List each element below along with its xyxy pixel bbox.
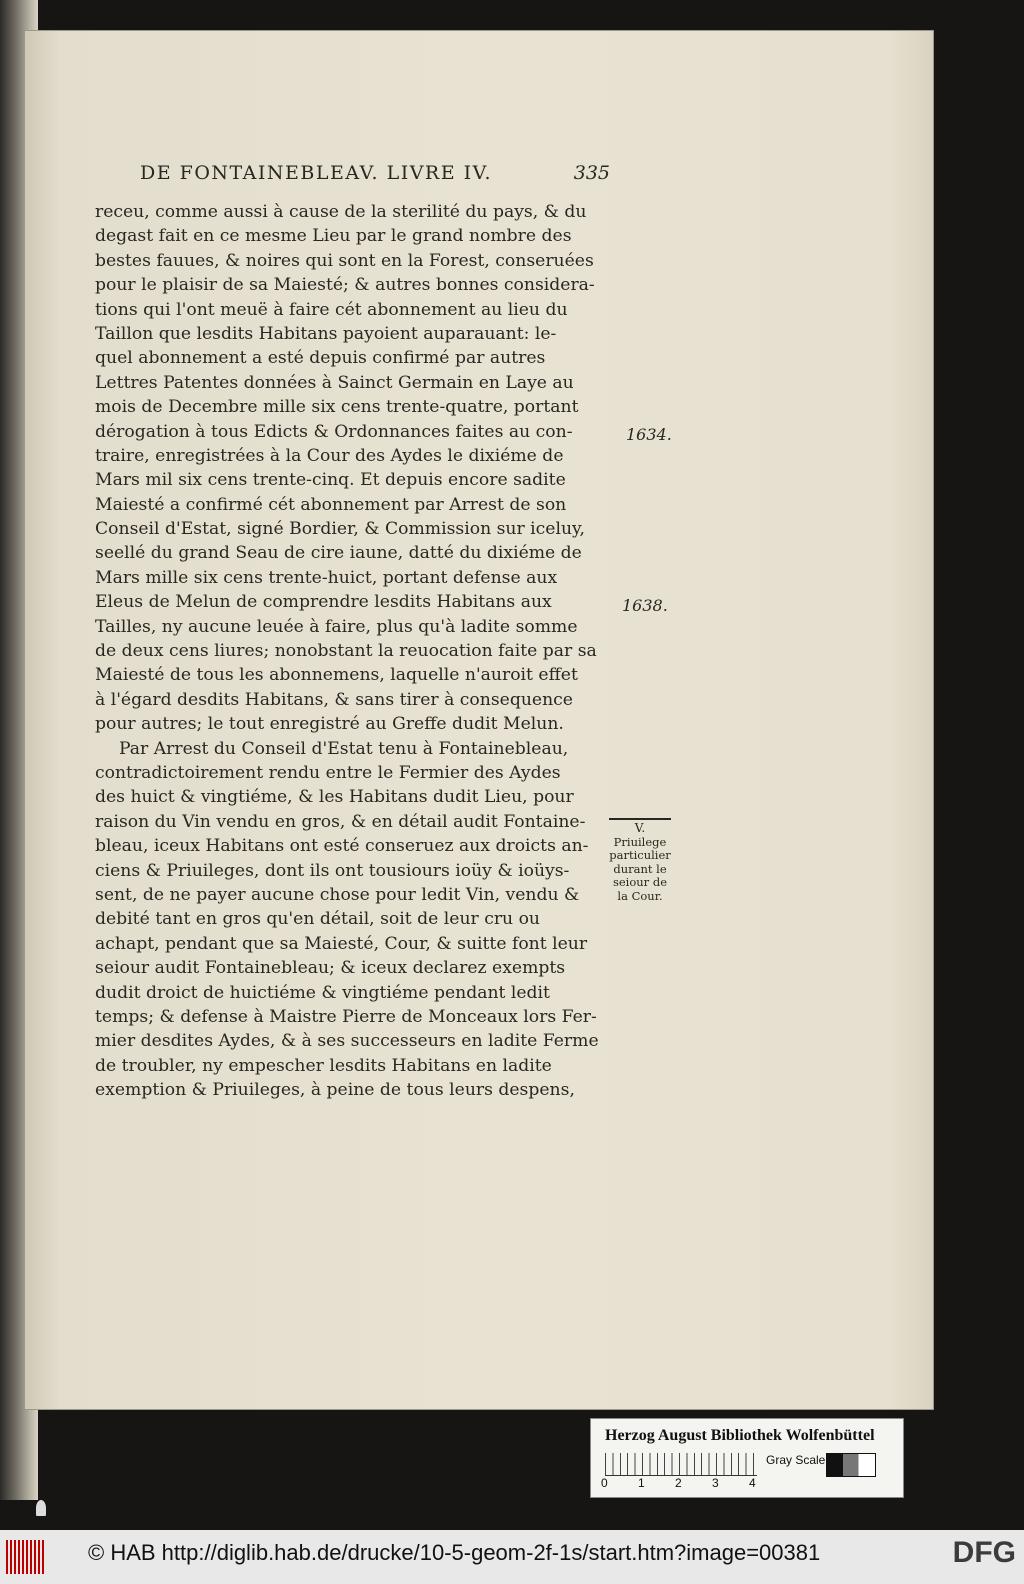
text-line: mier desdites Aydes, & à ses successeurs en ladite Ferme bbox=[95, 1031, 599, 1052]
hab-logo-icon bbox=[6, 1540, 46, 1574]
ruler-tick-label: 0 bbox=[601, 1476, 608, 1490]
text-line: dérogation à tous Edicts & Ordonnances faites au con- bbox=[95, 421, 573, 442]
margin-note-line: durant le bbox=[613, 861, 667, 876]
text-line: receu, comme aussi à cause de la sterilité du pays, & du bbox=[95, 202, 587, 222]
ruler-tick-label: 2 bbox=[675, 1476, 682, 1490]
text-line: bleau, iceux Habitans ont esté conseruez aux droicts an- bbox=[95, 836, 589, 857]
ruler-tick-label: 3 bbox=[712, 1476, 719, 1490]
text-line: debité tant en gros qu'en détail, soit de leur cru ou bbox=[95, 909, 540, 930]
margin-year-1634: 1634. bbox=[626, 425, 672, 444]
text-line: de deux cens liures; nonobstant la reuocation faite par sa bbox=[95, 641, 597, 662]
text-line: degast fait en ce mesme Lieu par le grand nombre des bbox=[95, 226, 572, 247]
margin-note-line: la Cour. bbox=[617, 888, 663, 903]
text-line: seellé du grand Seau de cire iaune, datté du dixiéme de bbox=[95, 543, 582, 564]
text-line: Taillon que lesdits Habitans payoient auparauant: le- bbox=[95, 323, 557, 344]
text-line: traire, enregistrées à la Cour des Aydes le dixiéme de bbox=[95, 445, 564, 466]
gray-scale-bar bbox=[826, 1453, 876, 1477]
ruler-tick-label: 1 bbox=[638, 1476, 645, 1490]
text-line: ciens & Priuileges, dont ils ont tousiours ioüy & ioüys- bbox=[95, 860, 570, 881]
text-line: achapt, pendant que sa Maiesté, Cour, & suitte font leur bbox=[95, 933, 588, 954]
margin-note-line: seiour de bbox=[612, 875, 668, 889]
text-line: Maiesté a confirmé cét abonnement par Arrest de son bbox=[95, 494, 567, 515]
library-label bbox=[590, 1418, 904, 1498]
text-line: Lettres Patentes données à Sainct Germain en Laye au bbox=[95, 372, 574, 393]
running-head-title: DE FONTAINEBLEAV. LIVRE IV. bbox=[140, 162, 493, 184]
text-line: mois de Decembre mille six cens trente-quatre, portant bbox=[95, 397, 579, 418]
text-line: quel abonnement a esté depuis confirmé par autres bbox=[95, 348, 546, 369]
text-line: pour autres; le tout enregistré au Greffe dudit Melun. bbox=[95, 714, 564, 735]
text-line: exemption & Priuileges, à peine de tous leurs despens, bbox=[95, 1080, 575, 1101]
margin-year-1638: 1638. bbox=[622, 596, 668, 615]
text-line: temps; & defense à Maistre Pierre de Monceaux lors Fer- bbox=[95, 1006, 597, 1027]
text-line: Eleus de Melun de comprendre lesdits Habitans aux bbox=[95, 592, 552, 613]
text-line: Mars mil six cens trente-cinq. Et depuis encore sadite bbox=[95, 470, 566, 491]
text-line: seiour audit Fontainebleau; & iceux declarez exempts bbox=[95, 958, 566, 979]
text-line: Maiesté de tous les abonnemens, laquelle n'auroit effet bbox=[95, 665, 578, 686]
margin-note-line: particulier bbox=[609, 848, 671, 862]
text-line: des huict & vingtiéme, & les Habitans dudit Lieu, pour bbox=[95, 787, 574, 808]
footer-bar bbox=[0, 1530, 1024, 1584]
text-line: Mars mille six cens trente-huict, portant defense aux bbox=[95, 567, 558, 588]
margin-note-rule bbox=[609, 818, 671, 820]
text-line: pour le plaisir de sa Maiesté; & autres bonnes considera- bbox=[95, 275, 595, 296]
page-clip bbox=[36, 1500, 46, 1516]
page-number: 335 bbox=[573, 162, 610, 184]
gray-scale-label: Gray Scale bbox=[766, 1453, 826, 1467]
ruler-tick-label: 4 bbox=[749, 1476, 756, 1490]
ruler-scale bbox=[605, 1453, 757, 1476]
dfg-logo: DFG bbox=[952, 1536, 1016, 1569]
text-line: de troubler, ny empescher lesdits Habitans en ladite bbox=[95, 1055, 552, 1076]
source-url[interactable]: © HAB http://diglib.hab.de/drucke/10-5-geom-2f-1s/start.htm?image=00381 bbox=[88, 1540, 821, 1565]
text-line: Tailles, ny aucune leuée à faire, plus qu'à ladite somme bbox=[95, 616, 578, 637]
margin-note bbox=[605, 818, 675, 903]
text-line: à l'égard desdits Habitans, & sans tirer à consequence bbox=[95, 689, 573, 710]
text-line: bestes fauues, & noires qui sont en la Forest, conseruées bbox=[95, 250, 594, 271]
text-line: tions qui l'ont meuë à faire cét abonnement au lieu du bbox=[95, 299, 568, 320]
text-line: dudit droict de huictiéme & vingtiéme pendant ledit bbox=[95, 982, 550, 1003]
text-line: sent, de ne payer aucune chose pour ledit Vin, vendu & bbox=[95, 884, 580, 905]
running-head bbox=[140, 162, 610, 184]
library-name: Herzog August Bibliothek Wolfenbüttel bbox=[605, 1427, 875, 1444]
margin-note-number: V. bbox=[634, 821, 646, 835]
margin-note-line: Priuilege bbox=[613, 834, 667, 849]
text-line: Par Arrest du Conseil d'Estat tenu à Fontainebleau, bbox=[119, 738, 569, 759]
text-line: Conseil d'Estat, signé Bordier, & Commission sur iceluy, bbox=[95, 519, 585, 540]
text-line: contradictoirement rendu entre le Fermier des Aydes bbox=[95, 762, 561, 783]
body-text bbox=[95, 200, 599, 1102]
text-line: raison du Vin vendu en gros, & en détail audit Fontaine- bbox=[95, 811, 586, 832]
